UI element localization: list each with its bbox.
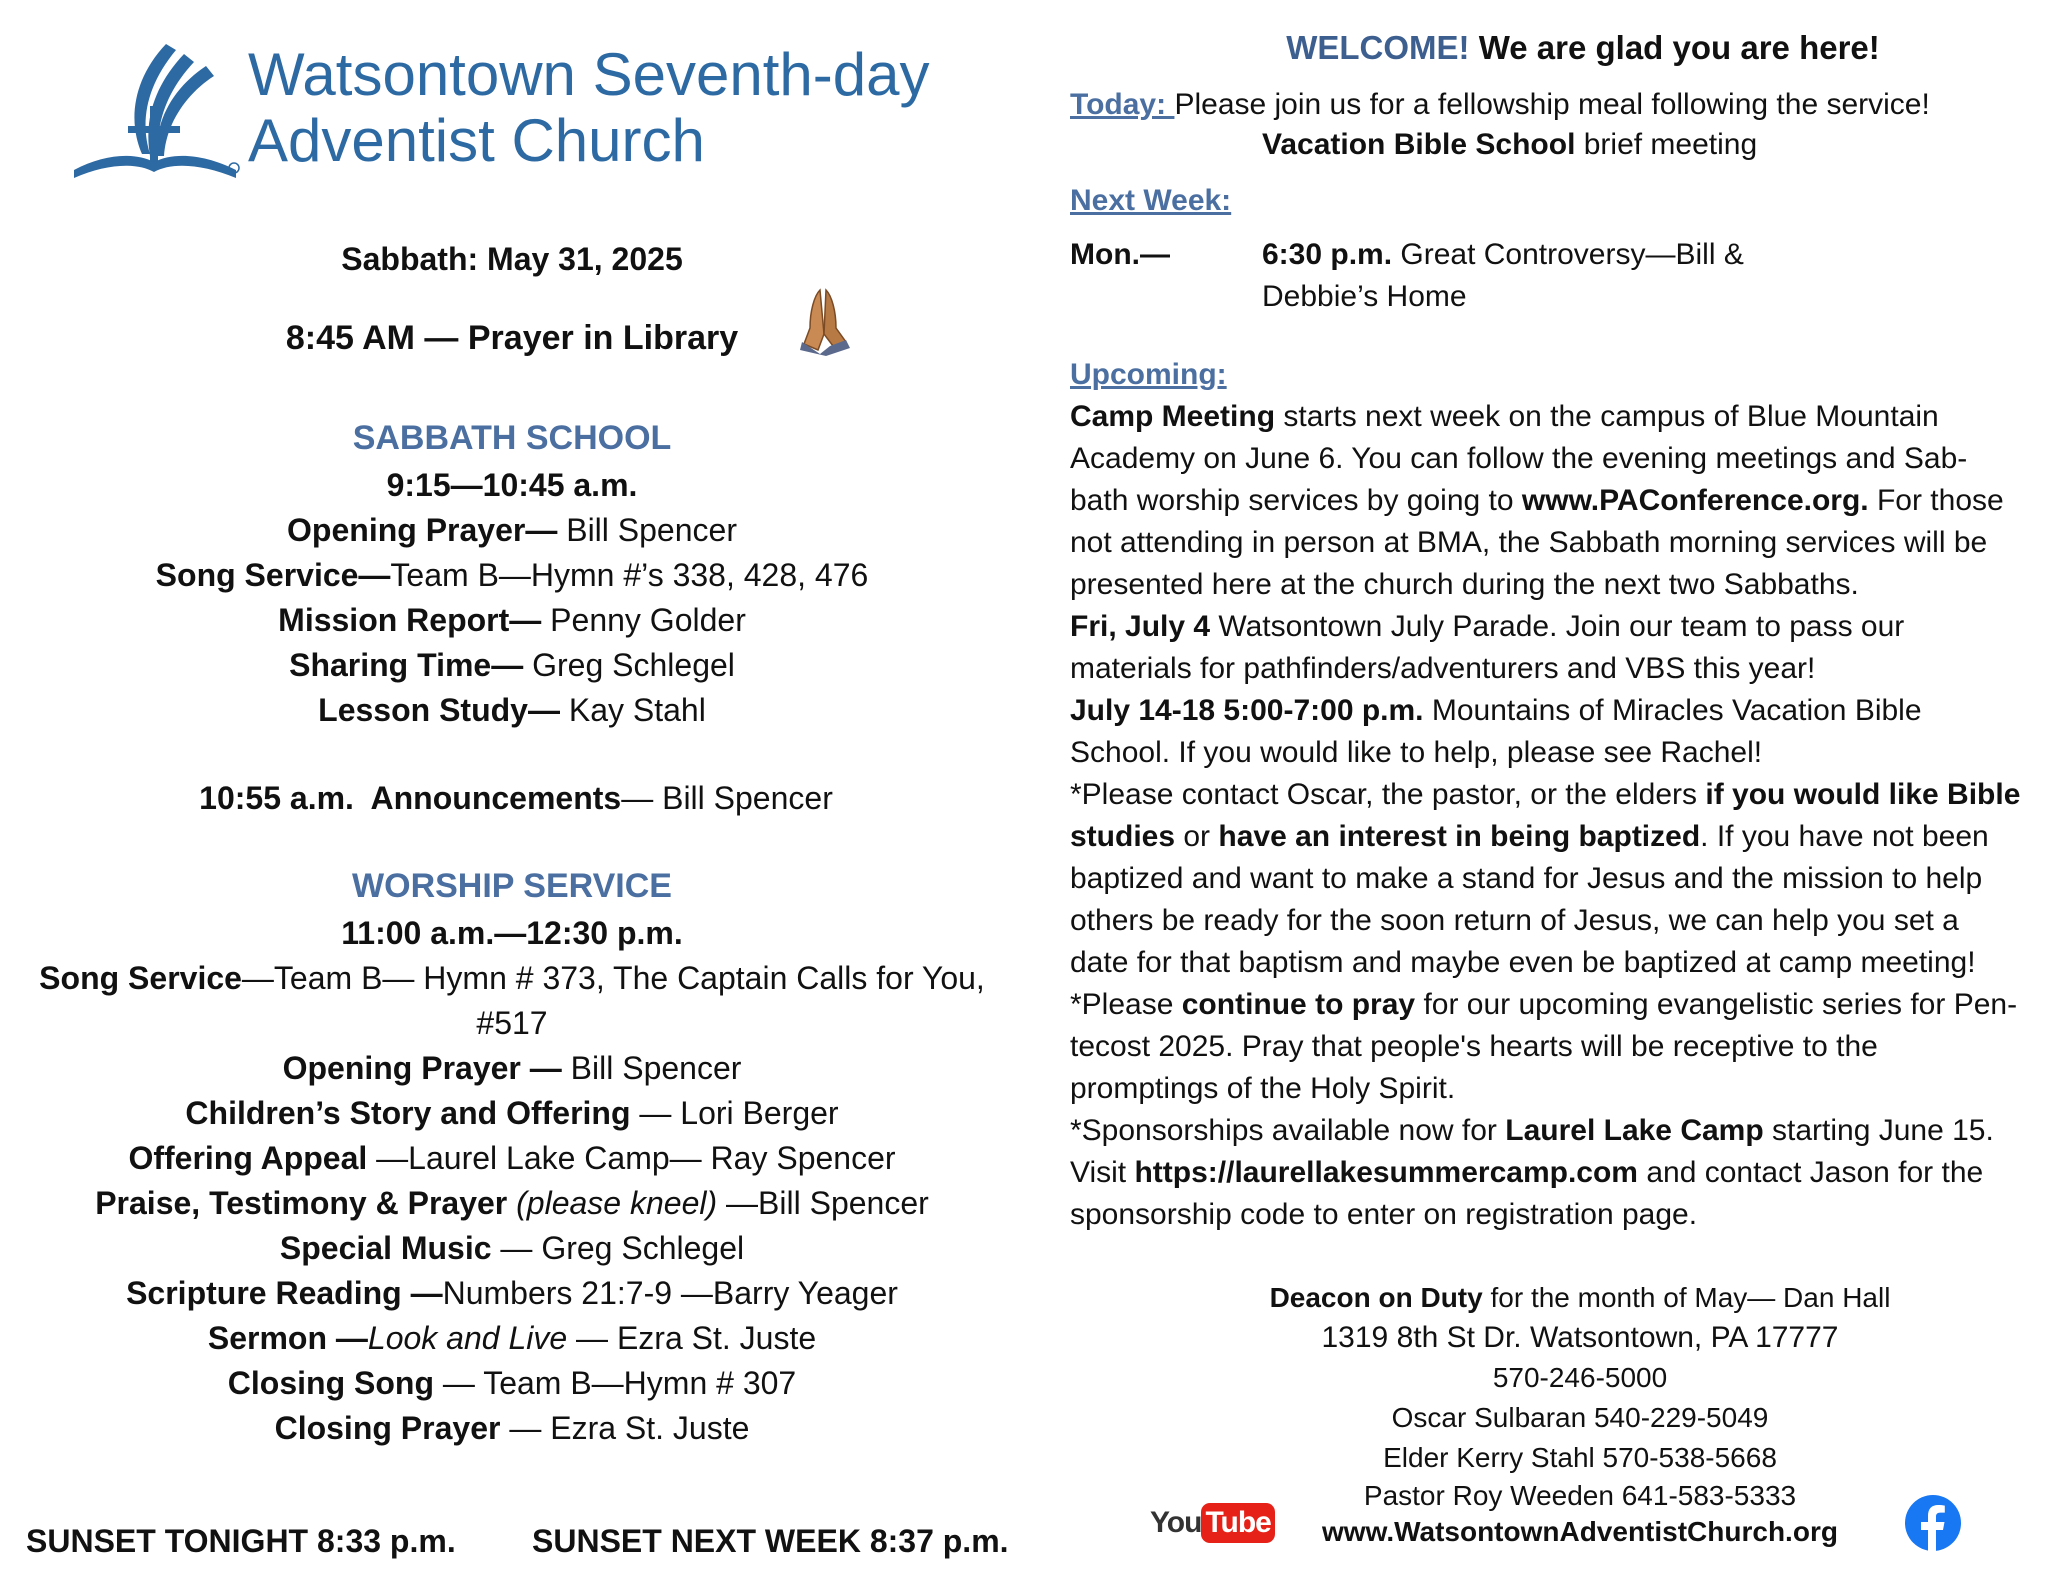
today-line2: Vacation Bible School brief meeting <box>1262 128 1758 161</box>
church-name-line1: Watsontown Seventh-day <box>248 41 930 108</box>
church-phone: 570-246-5000 <box>1492 1362 1668 1393</box>
ws-closing-song: Closing Song — Team B—Hymn # 307 <box>227 1365 797 1401</box>
vbs-l2: School. If you would like to help, please see Rachel! <box>1070 736 1763 769</box>
ws-special-music: Special Music — Greg Schlegel <box>279 1230 745 1266</box>
bible-studies-l2: studies or have an interest in being baptized. If you have not been <box>1070 820 1989 853</box>
ss-mission-report: Mission Report— Penny Golder <box>278 602 746 638</box>
ws-praise: Praise, Testimony & Prayer (please kneel) —Bill Spencer <box>95 1185 929 1221</box>
pastor-contact: Pastor Roy Weeden 641-583-5333 <box>1363 1480 1797 1511</box>
sunset-tonight: SUNSET TONIGHT 8:33 p.m. <box>26 1523 456 1559</box>
next-week-label: Next Week: <box>1070 184 1232 217</box>
ws-scripture: Scripture Reading —Numbers 21:7-9 —Barry Yeager <box>126 1275 898 1311</box>
worship-time: 11:00 a.m.—12:30 p.m. <box>341 915 683 951</box>
camp-meeting-l4: not attending in person at BMA, the Sabbath morning services will be <box>1070 526 1988 559</box>
next-week-event: 6:30 p.m. Great Controversy—Bill & <box>1262 238 1744 271</box>
bible-studies-l5: date for that baptism and maybe even be baptized at camp meeting! <box>1070 946 1976 979</box>
today-label: Today: <box>1070 88 1175 121</box>
ws-closing-prayer: Closing Prayer — Ezra St. Juste <box>274 1410 750 1446</box>
church-name-line2: Adventist Church <box>248 107 705 174</box>
ss-song-service: Song Service—Team B—Hymn #’s 338, 428, 476 <box>155 557 869 593</box>
welcome-banner: WELCOME! We are glad you are here! <box>1286 29 1880 66</box>
sponsorship-l2: Visit https://laurellakesummercamp.com and contact Jason for the <box>1070 1156 1984 1189</box>
deacon-on-duty: Deacon on Duty for the month of May— Dan Hall <box>1269 1282 1891 1313</box>
sabbath-school-time: 9:15—10:45 a.m. <box>386 467 638 503</box>
youtube-icon[interactable]: You Tube <box>1150 1500 1258 1546</box>
facebook-icon[interactable] <box>1904 1494 1962 1552</box>
parade-l1: Fri, July 4 Watsontown July Parade. Join our team to pass our <box>1070 610 1905 643</box>
ws-song-service: Song Service—Team B— Hymn # 373, The Captain Calls for You, <box>39 960 985 996</box>
camp-meeting-l1: Camp Meeting starts next week on the campus of Blue Mountain <box>1070 400 1939 433</box>
praying-hands-icon <box>796 284 852 356</box>
ss-lesson-study: Lesson Study— Kay Stahl <box>318 692 706 728</box>
pray-l1: *Please continue to pray for our upcoming evangelistic series for Pen- <box>1070 988 2018 1021</box>
prayer-line: 8:45 AM — Prayer in Library <box>285 319 739 357</box>
ws-offering-appeal: Offering Appeal —Laurel Lake Camp— Ray Spencer <box>128 1140 896 1176</box>
pray-l3: promptings of the Holy Spirit. <box>1070 1072 1456 1105</box>
parade-l2: materials for pathfinders/adventurers and VBS this year! <box>1070 652 1816 685</box>
church-address: 1319 8th St Dr. Watsontown, PA 17777 <box>1321 1321 1839 1354</box>
oscar-contact: Oscar Sulbaran 540-229-5049 <box>1391 1402 1769 1433</box>
elder-contact: Elder Kerry Stahl 570-538-5668 <box>1383 1442 1777 1473</box>
paconference-link[interactable]: www.PAConference.org. <box>1521 484 1869 517</box>
vbs-l1: July 14-18 5:00-7:00 p.m. Mountains of Miracles Vacation Bible <box>1070 694 1922 727</box>
bible-studies-l1: *Please contact Oscar, the pastor, or the elders if you would like Bible <box>1070 778 2021 811</box>
ws-sermon: Sermon —Look and Live — Ezra St. Juste <box>207 1320 817 1356</box>
upcoming-label: Upcoming: <box>1070 358 1227 391</box>
ws-opening-prayer: Opening Prayer — Bill Spencer <box>282 1050 742 1086</box>
sponsorship-l1: *Sponsorships available now for Laurel Lake Camp starting June 15. <box>1070 1114 1994 1147</box>
bible-studies-l3: baptized and want to make a stand for Jesus and the mission to help <box>1070 862 1983 895</box>
camp-meeting-l2: Academy on June 6. You can follow the evening meetings and Sab- <box>1070 442 1968 475</box>
sda-church-logo-icon <box>66 36 244 186</box>
announcements: 10:55 a.m. Announcements— Bill Spencer <box>199 780 833 816</box>
sponsorship-l3: sponsorship code to enter on registration page. <box>1070 1198 1698 1231</box>
sabbath-school-title: SABBATH SCHOOL <box>352 419 672 457</box>
sunset-next-week: SUNSET NEXT WEEK 8:37 p.m. <box>532 1523 1009 1559</box>
website-link[interactable]: www.WatsontownAdventistChurch.org <box>1322 1516 1838 1547</box>
ws-song-service-cont: #517 <box>476 1005 548 1041</box>
worship-service-title: WORSHIP SERVICE <box>352 867 672 905</box>
ss-sharing-time: Sharing Time— Greg Schlegel <box>289 647 735 683</box>
sabbath-date: Sabbath: May 31, 2025 <box>341 241 683 277</box>
church-name <box>248 42 929 174</box>
camp-meeting-l3: bath worship services by going to www.PAConference.org. For those <box>1070 484 2004 517</box>
next-week-day: Mon.— <box>1070 238 1170 271</box>
laurel-lake-link[interactable]: https://laurellakesummercamp.com <box>1134 1156 1638 1189</box>
camp-meeting-l5: presented here at the church during the next two Sabbaths. <box>1070 568 1859 601</box>
bible-studies-l4: others be ready for the soon return of Jesus, we can help you set a <box>1070 904 1959 937</box>
next-week-event-cont: Debbie’s Home <box>1262 280 1467 313</box>
ws-childrens-story: Children’s Story and Offering — Lori Berger <box>185 1095 839 1131</box>
ss-opening-prayer: Opening Prayer— Bill Spencer <box>287 512 737 548</box>
today-line: Today: Please join us for a fellowship meal following the service! <box>1070 88 1930 121</box>
pray-l2: tecost 2025. Pray that people's hearts will be receptive to the <box>1070 1030 1878 1063</box>
